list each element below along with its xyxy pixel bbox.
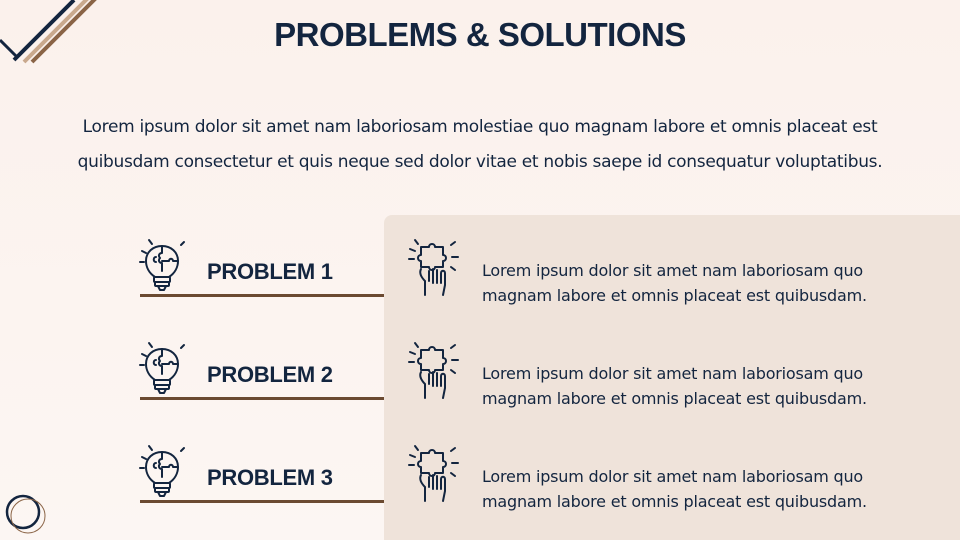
solution-item <box>407 340 947 408</box>
solution-text: Lorem ipsum dolor sit amet nam laboriosam quo magnam labore et omnis placeat est quibusdam. <box>482 364 867 408</box>
problem-divider <box>140 500 384 503</box>
lightbulb-puzzle-icon <box>139 237 187 293</box>
hand-puzzle-icon <box>407 340 463 400</box>
problem-item <box>139 340 384 404</box>
problem-label: PROBLEM 1 <box>207 259 333 284</box>
hand-puzzle-icon <box>407 237 463 297</box>
page-title: PROBLEMS & SOLUTIONS <box>274 16 686 53</box>
solution-item <box>407 237 947 305</box>
lightbulb-puzzle-icon <box>139 443 187 499</box>
problem-divider <box>140 397 384 400</box>
hand-puzzle-icon <box>407 443 463 503</box>
solution-text: Lorem ipsum dolor sit amet nam laboriosam quo magnam labore et omnis placeat est quibusdam. <box>482 261 867 305</box>
problem-item <box>139 237 384 301</box>
problem-label: PROBLEM 3 <box>207 465 333 490</box>
problem-item <box>139 443 384 507</box>
solution-item <box>407 443 947 511</box>
solution-text: Lorem ipsum dolor sit amet nam laboriosam quo magnam labore et omnis placeat est quibusdam. <box>482 467 867 511</box>
problem-divider <box>140 294 384 297</box>
lightbulb-puzzle-icon <box>139 340 187 396</box>
intro-paragraph: Lorem ipsum dolor sit amet nam laboriosam molestiae quo magnam labore et omnis placeat est quibusdam consectetur et quis neque sed dolor vitae et nobis saepe id consequatur voluptatibus. <box>77 117 883 172</box>
corner-decoration-circles <box>0 488 52 540</box>
problem-label: PROBLEM 2 <box>207 362 333 387</box>
